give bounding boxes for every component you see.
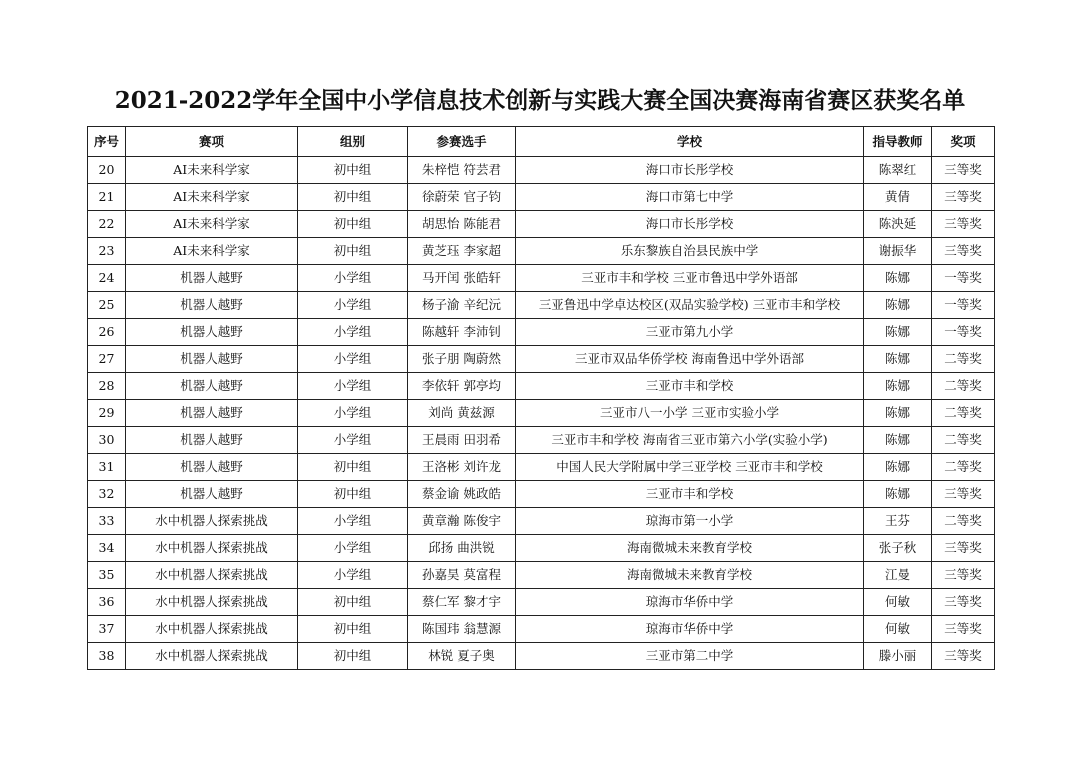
cell-school: 琼海市华侨中学 [516, 616, 864, 643]
cell-teacher: 王芬 [864, 508, 932, 535]
cell-no: 20 [88, 157, 126, 184]
cell-teacher: 陈娜 [864, 373, 932, 400]
cell-event: AI未来科学家 [126, 211, 298, 238]
cell-group: 初中组 [298, 589, 408, 616]
cell-award: 三等奖 [932, 562, 995, 589]
cell-award: 二等奖 [932, 400, 995, 427]
column-header-no: 序号 [88, 127, 126, 157]
cell-school: 三亚市丰和学校 三亚市鲁迅中学外语部 [516, 265, 864, 292]
cell-award: 三等奖 [932, 535, 995, 562]
cell-no: 23 [88, 238, 126, 265]
cell-teacher: 陈娜 [864, 400, 932, 427]
cell-teacher: 陈娜 [864, 427, 932, 454]
cell-group: 小学组 [298, 292, 408, 319]
cell-teacher: 陈娜 [864, 346, 932, 373]
column-header-teacher: 指导教师 [864, 127, 932, 157]
cell-event: 水中机器人探索挑战 [126, 535, 298, 562]
cell-no: 22 [88, 211, 126, 238]
cell-players: 黄章瀚 陈俊宇 [408, 508, 516, 535]
cell-event: AI未来科学家 [126, 238, 298, 265]
table-row [88, 589, 995, 616]
cell-event: 机器人越野 [126, 454, 298, 481]
cell-players: 陈国玮 翁慧源 [408, 616, 516, 643]
cell-teacher: 黄倩 [864, 184, 932, 211]
table-row [88, 373, 995, 400]
cell-group: 小学组 [298, 373, 408, 400]
cell-event: 机器人越野 [126, 400, 298, 427]
table-row [88, 292, 995, 319]
cell-event: 机器人越野 [126, 346, 298, 373]
column-header-event: 赛项 [126, 127, 298, 157]
cell-group: 初中组 [298, 481, 408, 508]
cell-event: 机器人越野 [126, 481, 298, 508]
cell-players: 张子朋 陶蔚然 [408, 346, 516, 373]
cell-players: 杨子渝 辛纪沅 [408, 292, 516, 319]
cell-school: 海口市第七中学 [516, 184, 864, 211]
cell-players: 刘尚 黄兹源 [408, 400, 516, 427]
cell-no: 24 [88, 265, 126, 292]
table-row [88, 535, 995, 562]
table-row [88, 562, 995, 589]
cell-school: 三亚鲁迅中学卓达校区(双品实验学校) 三亚市丰和学校 [516, 292, 864, 319]
cell-players: 陈越轩 李沛钊 [408, 319, 516, 346]
cell-award: 三等奖 [932, 589, 995, 616]
table-row [88, 400, 995, 427]
table-row [88, 157, 995, 184]
cell-school: 三亚市丰和学校 [516, 373, 864, 400]
cell-school: 三亚市八一小学 三亚市实验小学 [516, 400, 864, 427]
cell-award: 三等奖 [932, 481, 995, 508]
cell-no: 31 [88, 454, 126, 481]
cell-players: 王晨雨 田羽希 [408, 427, 516, 454]
cell-event: 水中机器人探索挑战 [126, 589, 298, 616]
cell-group: 初中组 [298, 616, 408, 643]
cell-event: 水中机器人探索挑战 [126, 508, 298, 535]
cell-event: 机器人越野 [126, 265, 298, 292]
table-row [88, 643, 995, 670]
cell-event: AI未来科学家 [126, 157, 298, 184]
table-row [88, 319, 995, 346]
cell-no: 30 [88, 427, 126, 454]
cell-award: 二等奖 [932, 373, 995, 400]
cell-group: 初中组 [298, 238, 408, 265]
cell-teacher: 张子秋 [864, 535, 932, 562]
cell-players: 蔡金谕 姚政皓 [408, 481, 516, 508]
cell-no: 25 [88, 292, 126, 319]
cell-no: 34 [88, 535, 126, 562]
cell-award: 二等奖 [932, 346, 995, 373]
awards-table [87, 126, 995, 670]
cell-award: 三等奖 [932, 616, 995, 643]
table-row [88, 427, 995, 454]
cell-award: 一等奖 [932, 319, 995, 346]
cell-players: 胡思怡 陈能君 [408, 211, 516, 238]
cell-group: 初中组 [298, 454, 408, 481]
cell-award: 三等奖 [932, 211, 995, 238]
cell-players: 马开闰 张皓轩 [408, 265, 516, 292]
page-title: 2021-2022学年全国中小学信息技术创新与实践大赛全国决赛海南省赛区获奖名单 [114, 87, 966, 114]
table-header-row [88, 127, 995, 157]
cell-school: 三亚市丰和学校 海南省三亚市第六小学(实验小学) [516, 427, 864, 454]
table-row [88, 211, 995, 238]
cell-group: 小学组 [298, 427, 408, 454]
cell-players: 朱梓恺 符芸君 [408, 157, 516, 184]
cell-school: 中国人民大学附属中学三亚学校 三亚市丰和学校 [516, 454, 864, 481]
cell-event: AI未来科学家 [126, 184, 298, 211]
cell-players: 李依轩 郭亭均 [408, 373, 516, 400]
cell-group: 小学组 [298, 346, 408, 373]
cell-no: 33 [88, 508, 126, 535]
cell-group: 小学组 [298, 535, 408, 562]
cell-award: 三等奖 [932, 643, 995, 670]
cell-players: 黄芝珏 李家超 [408, 238, 516, 265]
cell-award: 一等奖 [932, 265, 995, 292]
cell-school: 海口市长彤学校 [516, 211, 864, 238]
cell-no: 27 [88, 346, 126, 373]
cell-no: 21 [88, 184, 126, 211]
cell-event: 机器人越野 [126, 373, 298, 400]
cell-school: 三亚市第九小学 [516, 319, 864, 346]
cell-teacher: 陈娜 [864, 454, 932, 481]
cell-event: 机器人越野 [126, 427, 298, 454]
cell-players: 林锐 夏子奥 [408, 643, 516, 670]
cell-players: 王洛彬 刘许龙 [408, 454, 516, 481]
cell-group: 小学组 [298, 265, 408, 292]
column-header-award: 奖项 [932, 127, 995, 157]
cell-award: 二等奖 [932, 454, 995, 481]
cell-award: 三等奖 [932, 238, 995, 265]
cell-group: 初中组 [298, 184, 408, 211]
cell-no: 38 [88, 643, 126, 670]
cell-no: 36 [88, 589, 126, 616]
cell-group: 小学组 [298, 508, 408, 535]
cell-group: 初中组 [298, 211, 408, 238]
cell-school: 三亚市第二中学 [516, 643, 864, 670]
cell-school: 海南微城未来教育学校 [516, 535, 864, 562]
cell-no: 32 [88, 481, 126, 508]
cell-players: 邱扬 曲洪锐 [408, 535, 516, 562]
cell-award: 一等奖 [932, 292, 995, 319]
cell-teacher: 陈娜 [864, 319, 932, 346]
cell-group: 小学组 [298, 319, 408, 346]
cell-event: 机器人越野 [126, 319, 298, 346]
cell-no: 29 [88, 400, 126, 427]
cell-teacher: 陈娜 [864, 265, 932, 292]
cell-teacher: 何敏 [864, 589, 932, 616]
cell-school: 琼海市第一小学 [516, 508, 864, 535]
cell-teacher: 陈泱延 [864, 211, 932, 238]
cell-group: 小学组 [298, 400, 408, 427]
cell-teacher: 江曼 [864, 562, 932, 589]
cell-group: 初中组 [298, 643, 408, 670]
cell-school: 琼海市华侨中学 [516, 589, 864, 616]
table-row [88, 454, 995, 481]
cell-no: 28 [88, 373, 126, 400]
cell-event: 机器人越野 [126, 292, 298, 319]
table-row [88, 481, 995, 508]
cell-teacher: 谢振华 [864, 238, 932, 265]
cell-event: 水中机器人探索挑战 [126, 616, 298, 643]
cell-no: 26 [88, 319, 126, 346]
table-row [88, 184, 995, 211]
table-row [88, 265, 995, 292]
cell-players: 徐蔚荣 官子钧 [408, 184, 516, 211]
cell-teacher: 陈娜 [864, 292, 932, 319]
cell-teacher: 陈翠红 [864, 157, 932, 184]
column-header-group: 组别 [298, 127, 408, 157]
cell-group: 小学组 [298, 562, 408, 589]
cell-school: 三亚市丰和学校 [516, 481, 864, 508]
cell-school: 海口市长彤学校 [516, 157, 864, 184]
cell-event: 水中机器人探索挑战 [126, 562, 298, 589]
cell-teacher: 陈娜 [864, 481, 932, 508]
cell-event: 水中机器人探索挑战 [126, 643, 298, 670]
table-body [88, 157, 995, 670]
cell-players: 孙嘉昊 莫富程 [408, 562, 516, 589]
table-row [88, 238, 995, 265]
column-header-school: 学校 [516, 127, 864, 157]
column-header-players: 参赛选手 [408, 127, 516, 157]
table-row [88, 616, 995, 643]
cell-group: 初中组 [298, 157, 408, 184]
cell-school: 三亚市双品华侨学校 海南鲁迅中学外语部 [516, 346, 864, 373]
cell-no: 37 [88, 616, 126, 643]
cell-award: 三等奖 [932, 157, 995, 184]
cell-award: 二等奖 [932, 427, 995, 454]
cell-award: 二等奖 [932, 508, 995, 535]
cell-no: 35 [88, 562, 126, 589]
cell-teacher: 滕小丽 [864, 643, 932, 670]
cell-award: 三等奖 [932, 184, 995, 211]
cell-school: 海南微城未来教育学校 [516, 562, 864, 589]
cell-teacher: 何敏 [864, 616, 932, 643]
cell-players: 蔡仁军 黎才宇 [408, 589, 516, 616]
table-row [88, 508, 995, 535]
table-row [88, 346, 995, 373]
cell-school: 乐东黎族自治县民族中学 [516, 238, 864, 265]
